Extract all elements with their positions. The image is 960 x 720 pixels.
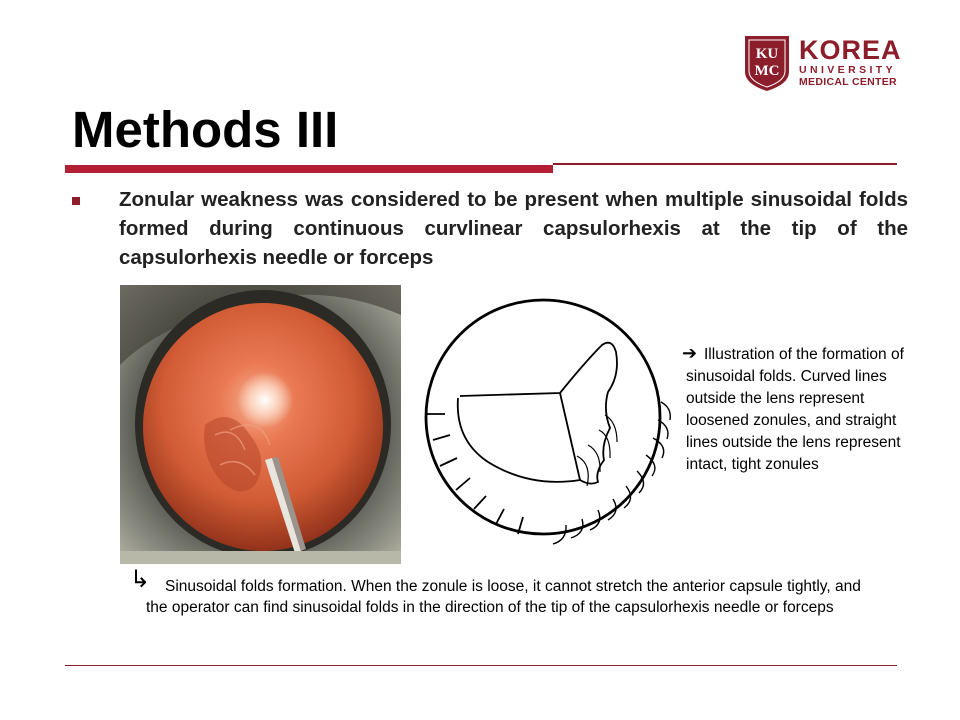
- surgical-photo: [120, 285, 401, 564]
- logo-wordmark: [799, 36, 902, 88]
- slide-title: Methods III: [72, 101, 339, 158]
- svg-text:KU: KU: [755, 46, 779, 62]
- photo-caption: Sinusoidal folds formation. When the zonule is loose, it cannot stretch the anterior capsule tightly, and the operator can find sinusoidal folds in the direction of the tip of the capsulorhexis needle or forceps: [146, 578, 861, 616]
- logo-line-university: UNIVERSITY: [799, 64, 897, 76]
- title-underline-thin: [553, 163, 897, 165]
- kumc-seal-icon: [743, 34, 791, 92]
- bullet-text: Zonular weakness was considered to be present when multiple sinusoidal folds formed during continuous curvlinear capsulorhexis at the tip of the capsulorhexis needle or forceps: [119, 188, 908, 269]
- title-underline-thick: [65, 165, 553, 173]
- photo-caption-arrow-icon: ↳: [130, 566, 151, 593]
- logo-line-korea: KOREA: [799, 35, 902, 65]
- bullet-square-icon: [72, 197, 80, 205]
- svg-text:MC: MC: [754, 63, 780, 79]
- sinusoidal-folds-diagram: [420, 290, 690, 565]
- footer-rule: [65, 665, 897, 666]
- illustration-arrow-icon: ➔: [682, 343, 698, 363]
- illustration-caption: Illustration of the formation of sinusoidal folds. Curved lines outside the lens represent loosened zonules, and straight lines outside the lens represent intact, tight zonules: [686, 346, 904, 473]
- korea-university-medical-center-logo: [743, 34, 913, 94]
- logo-line-medical-center: MEDICAL CENTER: [799, 76, 897, 88]
